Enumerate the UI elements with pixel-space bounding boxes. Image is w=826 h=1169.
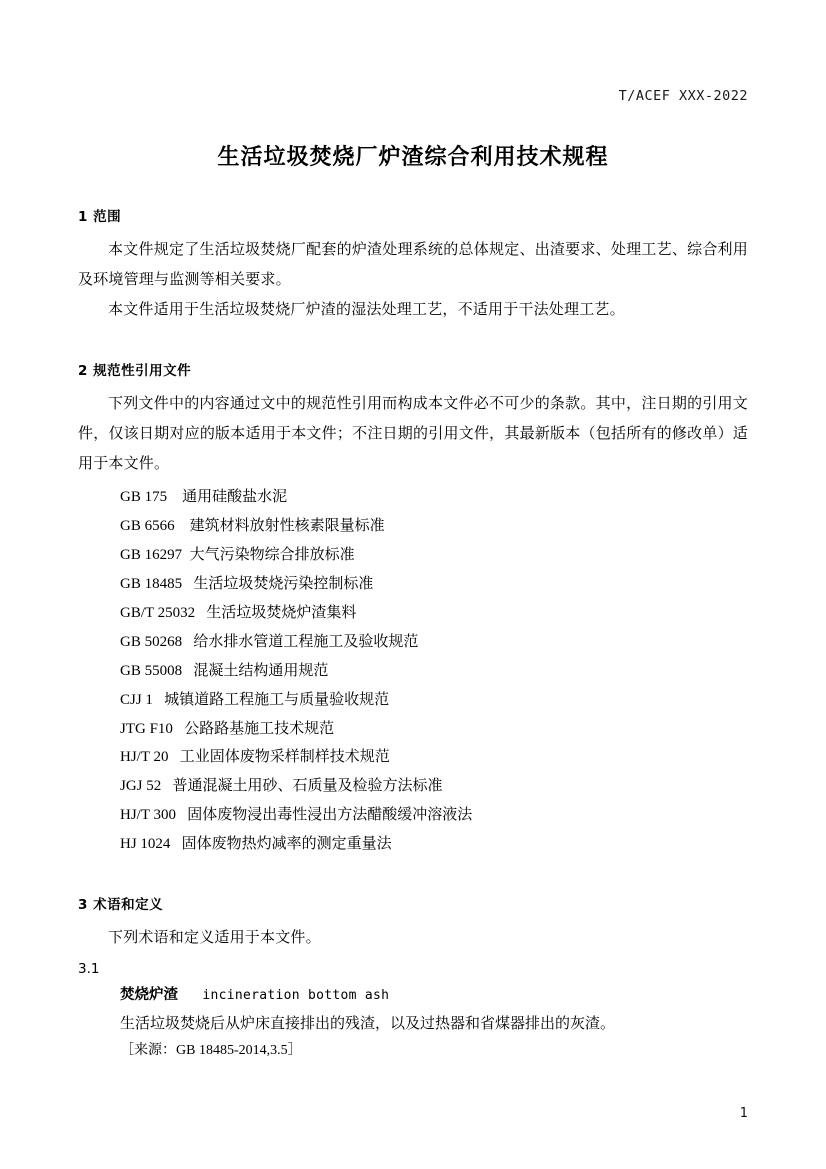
paragraph: 下列文件中的内容通过文中的规范性引用而构成本文件必不可少的条款。其中，注日期的引用文件，仅该日期对应的版本适用于本文件；不注日期的引用文件，其最新版本（包括所有的修改单）适用于本文件。: [78, 396, 748, 472]
list-item: JGJ 52 普通混凝土用砂、石质量及检验方法标准: [120, 778, 443, 795]
list-item: GB 175 通用硅酸盐水泥: [120, 489, 288, 505]
list-item: HJ/T 20 工业固体废物采样制样技术规范: [120, 749, 390, 766]
list-item: HJ 1024 固体废物热灼减率的测定重量法: [120, 836, 392, 853]
standard-code-header: T/ACEF XXX-2022: [618, 88, 748, 104]
paragraph: 下列术语和定义适用于本文件。: [108, 930, 321, 947]
term-source: ［来源：GB 18485-2014,3.5］: [120, 1043, 302, 1059]
list-item: GB 18485 生活垃圾焚烧污染控制标准: [120, 575, 374, 592]
paragraph: 本文件适用于生活垃圾焚烧厂炉渣的湿法处理工艺，不适用于干法处理工艺。: [108, 302, 625, 318]
section-normative-references: [78, 359, 748, 859]
term-entry: [78, 981, 748, 1010]
list-item: HJ/T 300 固体废物浸出毒性浸出方法醋酸缓冲溶液法: [120, 807, 473, 824]
section-heading-1: 1 范围: [78, 209, 122, 225]
list-item: GB 16297 大气污染物综合排放标准: [120, 546, 355, 563]
paragraph: 本文件规定了生活垃圾焚烧厂配套的炉渣处理系统的总体规定、出渣要求、处理工艺、综合利用及环境管理与监测等相关要求。: [78, 242, 748, 288]
term-english: incineration bottom ash: [202, 988, 390, 1004]
list-item: GB 55008 混凝土结构通用规范: [120, 662, 329, 679]
list-item: GB/T 25032 生活垃圾焚烧炉渣集料: [120, 604, 357, 621]
list-item: GB 6566 建筑材料放射性核素限量标准: [120, 517, 385, 534]
list-item: GB 50268 给水排水管道工程施工及验收规范: [120, 633, 419, 650]
list-item: CJJ 1 城镇道路工程施工与质量验收规范: [120, 691, 390, 708]
term-chinese: 焚烧炉渣: [120, 987, 178, 1004]
subsection-number: 3.1: [78, 961, 100, 978]
section-heading-2: 2 规范性引用文件: [78, 363, 192, 379]
section-scope: [78, 205, 748, 325]
section-terms-definitions: [78, 893, 748, 1065]
page-number: 1: [739, 1106, 748, 1121]
reference-list: [78, 483, 748, 859]
list-item: JTG F10 公路路基施工技术规范: [120, 720, 335, 737]
term-definition: 生活垃圾焚烧后从炉床直接排出的残渣，以及过热器和省煤器排出的灰渣。: [120, 1015, 616, 1032]
section-heading-3: 3 术语和定义: [78, 897, 164, 914]
page-title: 生活垃圾焚烧厂炉渣综合利用技术规程: [217, 145, 609, 170]
